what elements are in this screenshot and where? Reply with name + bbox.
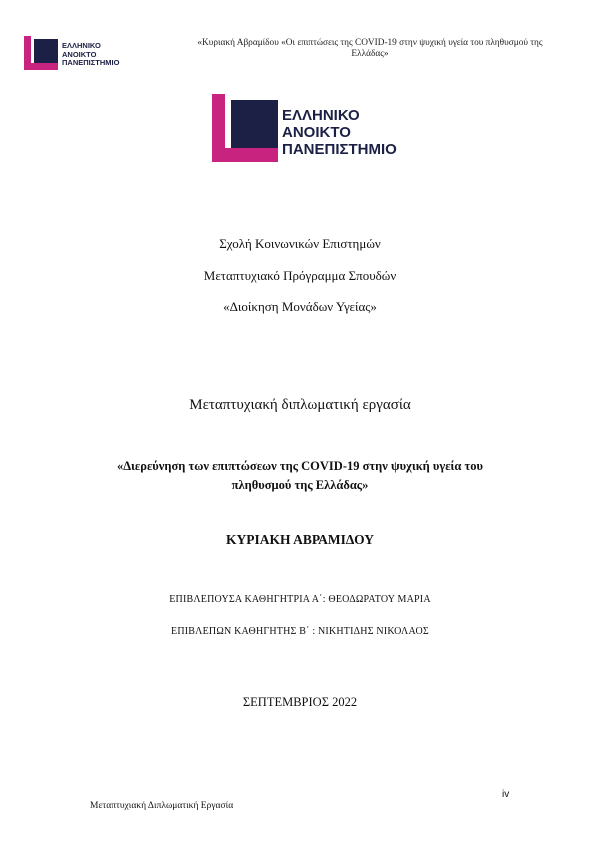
document-type: Μεταπτυχιακή διπλωματική εργασία [189,397,411,413]
main-logo-line-1: ΕΛΛΗΝΙΚΟ [282,107,360,124]
eap-main-logo-icon [212,94,280,162]
header-logo-line-2: ΑΝΟΙΚΤΟ [62,49,97,59]
school-name: Σχολή Κοινωνικών Επιστημών [219,236,381,251]
author-name: ΚΥΡΙΑΚΗ ΑΒΡΑΜΙΔΟΥ [226,532,374,547]
main-logo-line-2: ΑΝΟΙΚΤΟ [282,124,351,141]
eap-logo-icon [24,36,60,70]
main-logo [212,94,402,164]
supervisor-first: ΕΠΙΒΛΕΠΟΥΣΑ ΚΑΘΗΓΗΤΡΙΑ Α΄: ΘΕΟΔΩΡΑΤΟΥ ΜΑΡΙΑ [169,594,431,605]
program-name: Μεταπτυχιακό Πρόγραμμα Σπουδών [203,268,397,283]
thesis-title [0,457,600,495]
running-header-line-1: «Κυριακή Αβραμίδου «Οι επιπτώσεις της COVID-19 στην ψυχική υγεία του πληθυσμού της [197,38,543,48]
header-logo-line-3: ΠΑΝΕΠΙΣΤΗΜΙΟ [62,58,120,68]
header-logo-line-1: ΕΛΛΗΝΙΚΟ [62,41,101,50]
supervisor-second: ΕΠΙΒΛΕΠΩΝ ΚΑΘΗΓΗΤΗΣ Β΄ : ΝΙΚΗΤΙΔΗΣ ΝΙΚΟΛΑΟΣ [171,626,429,637]
footer-text: Μεταπτυχιακή Διπλωματική Εργασία [90,801,234,811]
thesis-title-line-1: «Διερεύνηση των επιπτώσεων της COVID-19 στην ψυχική υγεία του [116,459,484,473]
running-header [160,38,580,60]
running-header-line-2: Ελλάδας» [351,49,389,59]
page-number: iv [502,789,510,800]
header-logo [24,36,124,72]
thesis-title-line-2: πληθυσμού της Ελλάδας» [231,478,369,492]
submission-date: ΣΕΠΤΕΜΒΡΙΟΣ 2022 [242,695,358,709]
specialization-name: «Διοίκηση Μονάδων Υγείας» [223,299,377,314]
main-logo-line-3: ΠΑΝΕΠΙΣΤΗΜΙΟ [282,141,397,158]
